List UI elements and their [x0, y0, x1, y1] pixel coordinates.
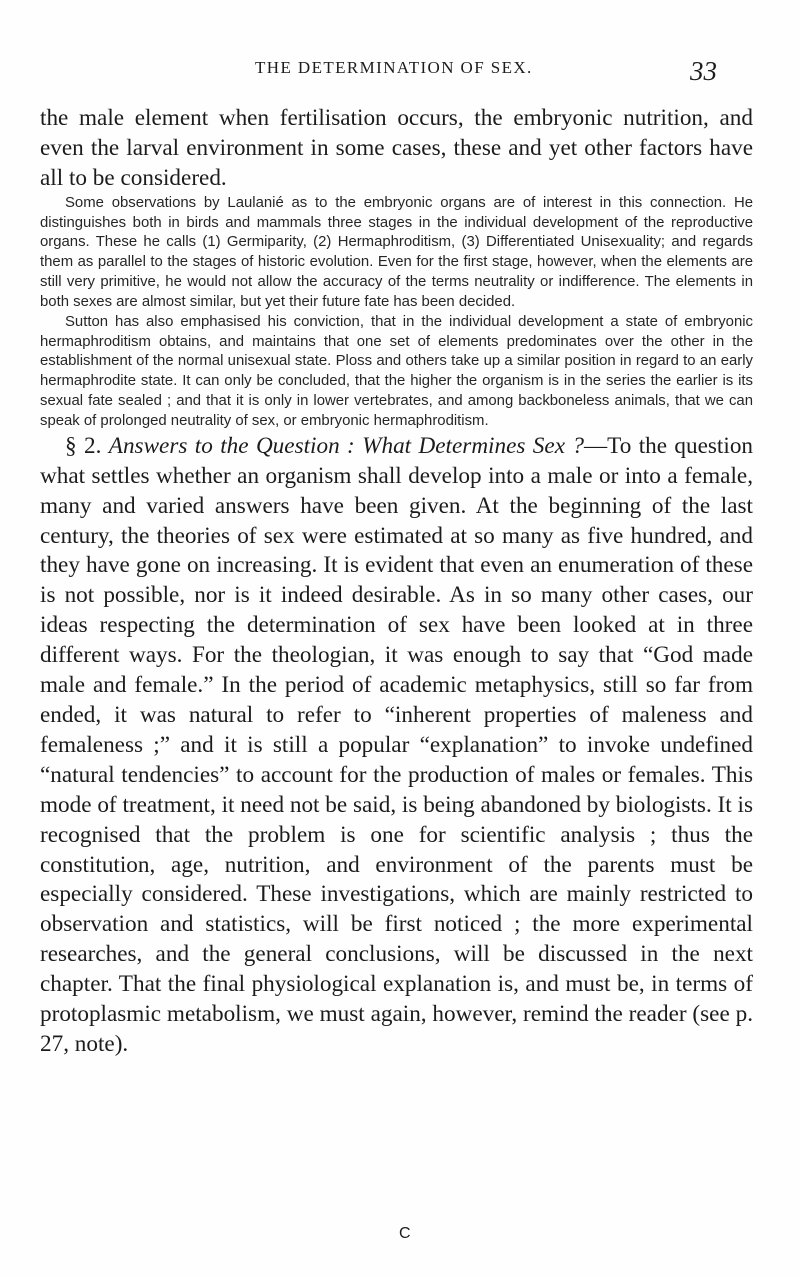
section-heading: Answers to the Question : What Determines Sex ? — [108, 432, 584, 459]
signature-mark: C — [399, 1225, 411, 1242]
section-body: —To the question what settles whether an organism shall develop into a male or into a female, many and varied answers have been given. At the beginning of the last century, the theories of sex were estimated at so many as five hundred, and they have gone on increasing. It is evident that even an enumeration of these is not possible, nor is it indeed desirable. As in so many other cases, our ideas respecting the determination of sex have been looked at in three different ways. For the theologian, it was enough to say that “God made male and female.” In the period of academic metaphysics, still so far from ended, it was natural to refer to “inherent properties of maleness and femaleness ;” and it is still a popular “explanation” to invoke undefined “natural tendencies” to account for the production of males or females. This mode of treatment, it need not be said, is being abandoned by biologists. It is recognised that the problem is one for scientific analysis ; thus the constitution, age, nutrition, and environment of the parents must be especially considered. These investigations, which are mainly restricted to observation and statistics, will be first noticed ; the more experimental researches, and the general conclusions, will be discussed in the next chapter. That the final physiological explanation is, and must be, in terms of protoplasmic metabolism, we must again, however, remind the reader (see p. 27, note). — [40, 432, 754, 1057]
paragraph-sutton: Sutton has also emphasised his conviction, that in the individual development a state of embryonic hermaphroditism obtains, and maintains that one set of elements predominates over the other in the establishment of the normal unisexual state. Ploss and others take up a similar position in regard to an early hermaphrodite state. It can only be concluded, that the higher the organism is in the series the earlier is its sexual fate sealed ; and that it is only in lower vertebrates, and among backboneless animals, that we can speak of prolonged neutrality of sex, or embryonic hermaphroditism. — [40, 313, 753, 429]
page-number: 33 — [690, 56, 717, 86]
paragraph-continuation: the male element when fertilisation occurs, the embryonic nutrition, and even the larval environment in some cases, these and yet other factors have all to be considered. — [40, 105, 753, 191]
running-title: THE DETERMINATION OF SEX. — [255, 58, 533, 77]
page-header — [0, 58, 800, 88]
paragraph-laulanie: Some observations by Laulanié as to the embryonic organs are of interest in this connection. He distinguishes both in birds and mammals three stages in the individual development of the reproductive organs. These he calls (1) Germiparity, (2) Hermaphroditism, (3) Differentiated Unisexuality; and regards them as parallel to the stages of historic evolution. Even for the first stage, however, when the elements are still very primitive, he would not allow the accuracy of the terms neutrality or indifference. The elements in both sexes are almost similar, but yet their future fate has been decided. — [40, 194, 753, 310]
paragraph-section-2 — [40, 432, 753, 1060]
page-body — [40, 104, 753, 1060]
section-number: § 2. — [65, 432, 102, 459]
